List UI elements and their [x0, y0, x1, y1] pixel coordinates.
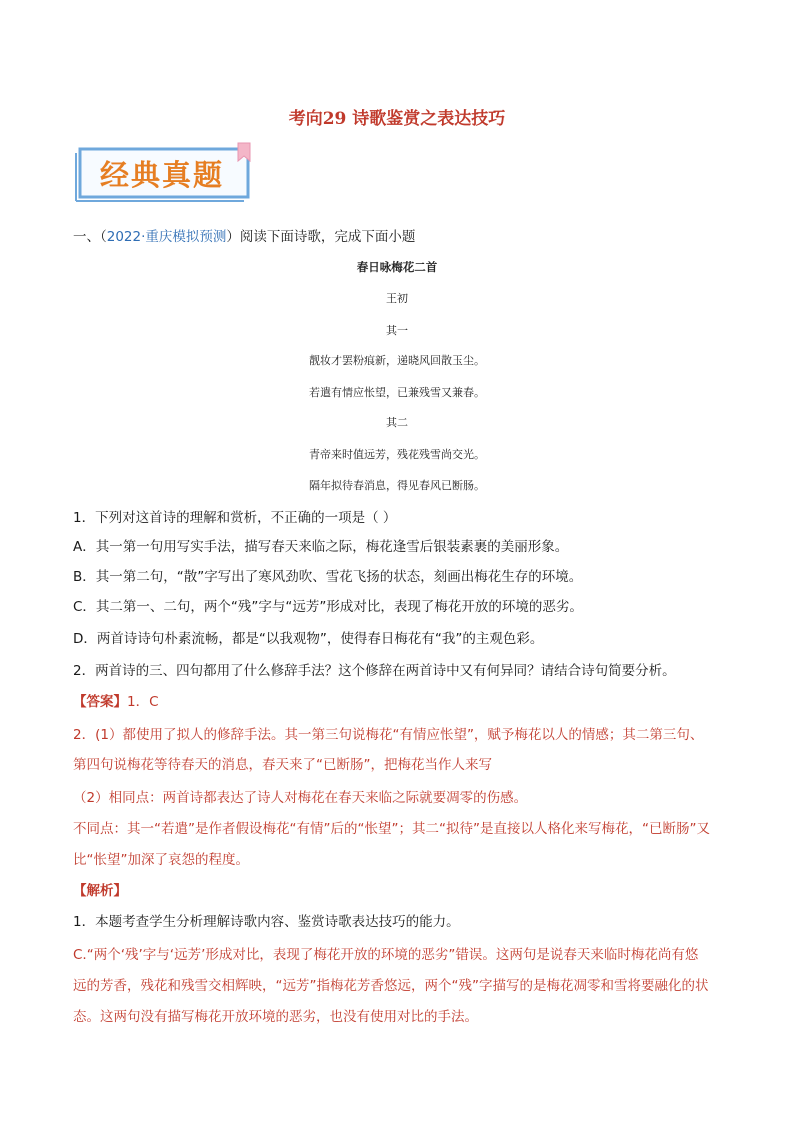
answer-line: 2．(1）都使用了拟人的修辞手法。其一第三句说梅花“有情应怅望”，赋予梅花以人的情感；其二第三句、	[73, 727, 704, 743]
answer-header	[73, 693, 723, 711]
answer-1: 1．C	[127, 694, 159, 710]
intro-suffix: ）阅读下面诗歌，完成下面小题	[226, 229, 416, 245]
analysis-line: 远的芳香，残花和残雪交相辉映，“远芳”指梅花芳香悠远，两个“残”字描写的是梅花凋零和雪将要融化的状	[73, 978, 709, 994]
analysis-line: C.“两个‘残’字与‘远芳’形成对比，表现了梅花开放的环境的恶劣”错误。这两句是说春天来临时梅花尚有悠	[73, 947, 699, 963]
analysis-intro: 1．本题考查学生分析理解诗歌内容、鉴赏诗歌表达技巧的能力。	[73, 914, 460, 930]
option-b: B．其一第二句，“散”字写出了寒风劲吹、雪花飞扬的状态，刻画出梅花生存的环境。	[73, 569, 583, 585]
answer-line: 第四句说梅花等待春天的消息，春天来了“已断肠”，把梅花当作人来写	[73, 757, 492, 773]
analysis-label: 【解析】	[73, 883, 127, 899]
page-title: 考向29 诗歌鉴赏之表达技巧	[288, 109, 506, 129]
answer-line: 不同点：其一“若遣”是作者假设梅花“有情”后的“怅望”；其二“拟待”是直接以人格化来写梅花，“已断肠”又	[73, 821, 710, 837]
option-a: A．其一第一句用写实手法，描写春天来临之际，梅花逢雪后银装素裹的美丽形象。	[73, 539, 569, 555]
question-1: 1．下列对这首诗的理解和赏析，不正确的一项是（ ）	[73, 510, 397, 526]
analysis-header	[73, 882, 723, 900]
poem-line: 靓妆才罢粉痕新，递晓风回散玉尘。	[309, 354, 485, 367]
question-intro	[73, 228, 723, 246]
analysis-line: 态。这两句没有描写梅花开放环境的恶劣，也没有使用对比的手法。	[73, 1009, 478, 1025]
intro-prefix: 一、（	[73, 229, 107, 245]
poem-line: 隔年拟待春消息，得见春风已断肠。	[309, 479, 485, 492]
answer-label: 【答案】	[73, 694, 127, 710]
banner-label: 经典真题	[100, 158, 225, 192]
option-d: D．两首诗诗句朴素流畅，都是“以我观物”，使得春日梅花有“我”的主观色彩。	[73, 631, 544, 647]
section-banner	[74, 141, 254, 203]
answer-line: 比“怅望”加深了哀怨的程度。	[73, 852, 249, 868]
poem-title: 春日咏梅花二首	[356, 260, 438, 274]
intro-source: 2022·重庆模拟预测	[106, 229, 227, 245]
poem-section-heading: 其一	[386, 324, 408, 337]
poem-line: 青帝来时值远芳，残花残雪尚交光。	[309, 448, 485, 461]
poem-section-heading: 其二	[386, 416, 408, 429]
answer-line: （2）相同点：两首诗都表达了诗人对梅花在春天来临之际就要凋零的伤感。	[73, 790, 528, 806]
question-2: 2．两首诗的三、四句都用了什么修辞手法？这个修辞在两首诗中又有何异同？请结合诗句简要分析。	[73, 663, 676, 679]
option-c: C．其二第一、二句，两个“残”字与“远芳”形成对比，表现了梅花开放的环境的恶劣。	[73, 599, 583, 615]
poem-line: 若遣有情应怅望，已兼残雪又兼春。	[309, 386, 485, 399]
poem-author: 王初	[386, 292, 408, 305]
